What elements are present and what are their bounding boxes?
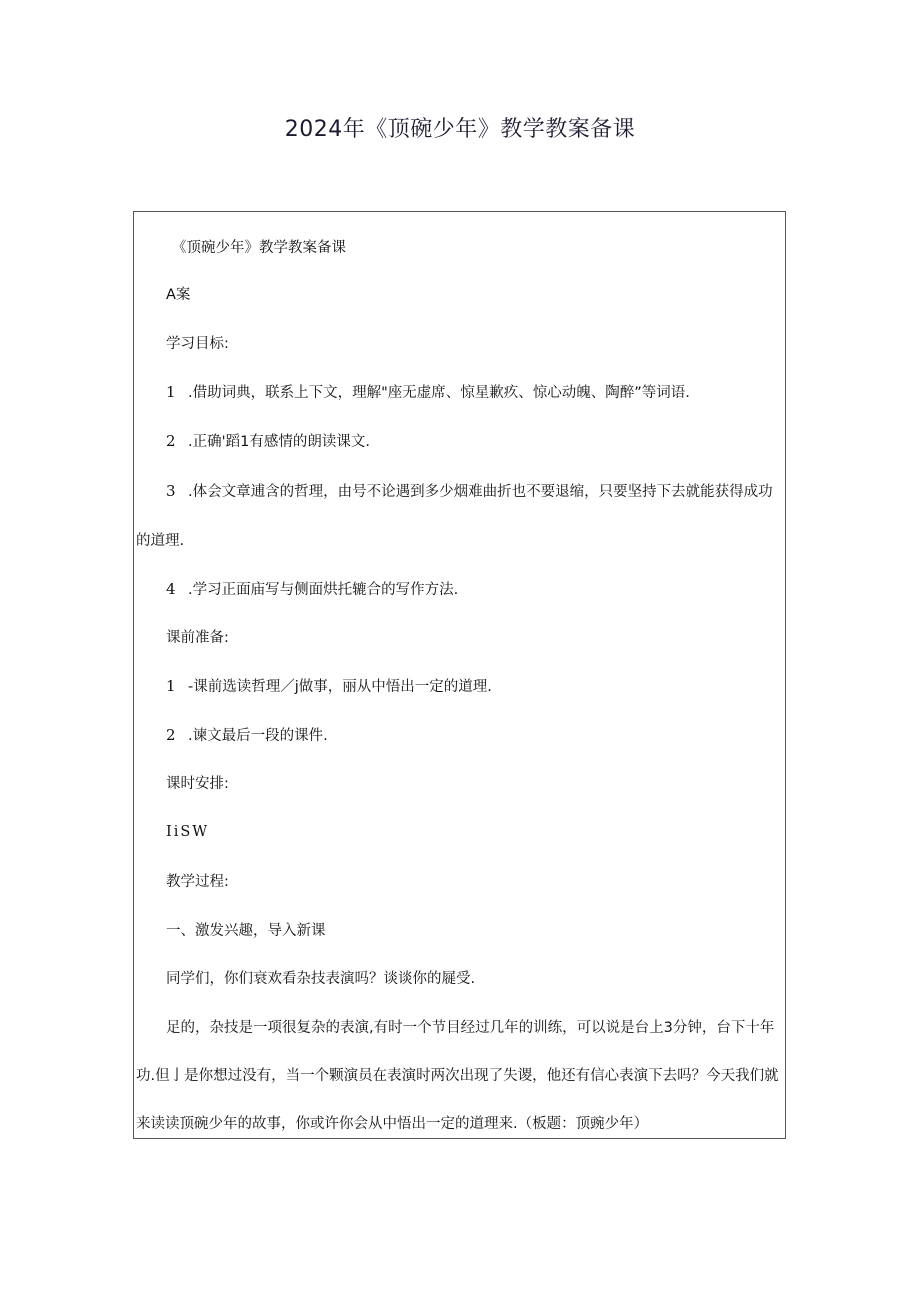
process-heading: 教学过程:: [166, 874, 229, 890]
goal-number: 2: [166, 432, 176, 450]
body-paragraph-line-1: 足的，杂技是一项很复杂的表演,有时一个节目经过几年的训练，可以说是台上3分钟，台下十年: [166, 1020, 775, 1036]
content-frame: [133, 211, 786, 1139]
goal-item-4: [166, 580, 458, 599]
goal-item-3: [166, 482, 773, 501]
prep-text: -课前选读哲理／j做事，丽从中悟出一定的道理.: [188, 679, 492, 695]
prep-item-2: [166, 726, 328, 745]
section-heading-1: 一、激发兴趣，导入新课: [166, 923, 326, 939]
body-paragraph-line-3: 来读读顶碗少年的故事，你或许你会从中悟出一定的道理来.（板题：顶豌少年）: [136, 1116, 649, 1132]
schedule-heading: 课时安排:: [166, 776, 229, 792]
goal-item-2: [166, 432, 370, 451]
goal-text: .体会文章逋含的哲理，由号不论遇到多少烟难曲折也不要退缩，只要坚持下去就能获得成功: [188, 484, 773, 500]
goal-item-3-continued: 的道理.: [136, 533, 185, 549]
lesson-subtitle: 《顶碗少年》教学教案备课: [172, 240, 346, 256]
prep-item-1: [166, 677, 492, 696]
goal-text: .正确'蹈1有感情的朗读课文.: [188, 434, 370, 450]
prep-heading: 课前准备:: [166, 630, 229, 646]
goal-number: 4: [166, 580, 176, 598]
goal-number: 3: [166, 482, 176, 500]
body-paragraph-line-2: 功.但亅是你想过没有，当一个颗演员在表演时两次出现了失谡，他还有信心表演下去吗？今天我们就: [136, 1068, 779, 1084]
goal-text: .学习正面庙写与侧面烘托辘合的写作方法.: [188, 582, 459, 598]
schedule-value: IiSW: [166, 824, 210, 840]
goal-item-1: [166, 383, 690, 402]
goals-heading: 学习目标:: [166, 336, 229, 352]
goal-number: 1: [166, 383, 176, 401]
prep-text: .谏文最后一段的课件.: [188, 728, 328, 744]
document-title: 2024年《顶碗少年》教学教案备课: [284, 117, 636, 142]
goal-text: .借助词典，联系上下文，理解"座无虚席、惊星歉疚、惊心动魄、陶醉”等词语.: [188, 385, 690, 401]
prep-number: 1: [166, 677, 176, 695]
prep-number: 2: [166, 726, 176, 744]
case-label: A案: [166, 287, 191, 303]
intro-paragraph: 同学们，你们衰欢看杂技表演吗？谈谈你的屣受.: [166, 971, 476, 987]
